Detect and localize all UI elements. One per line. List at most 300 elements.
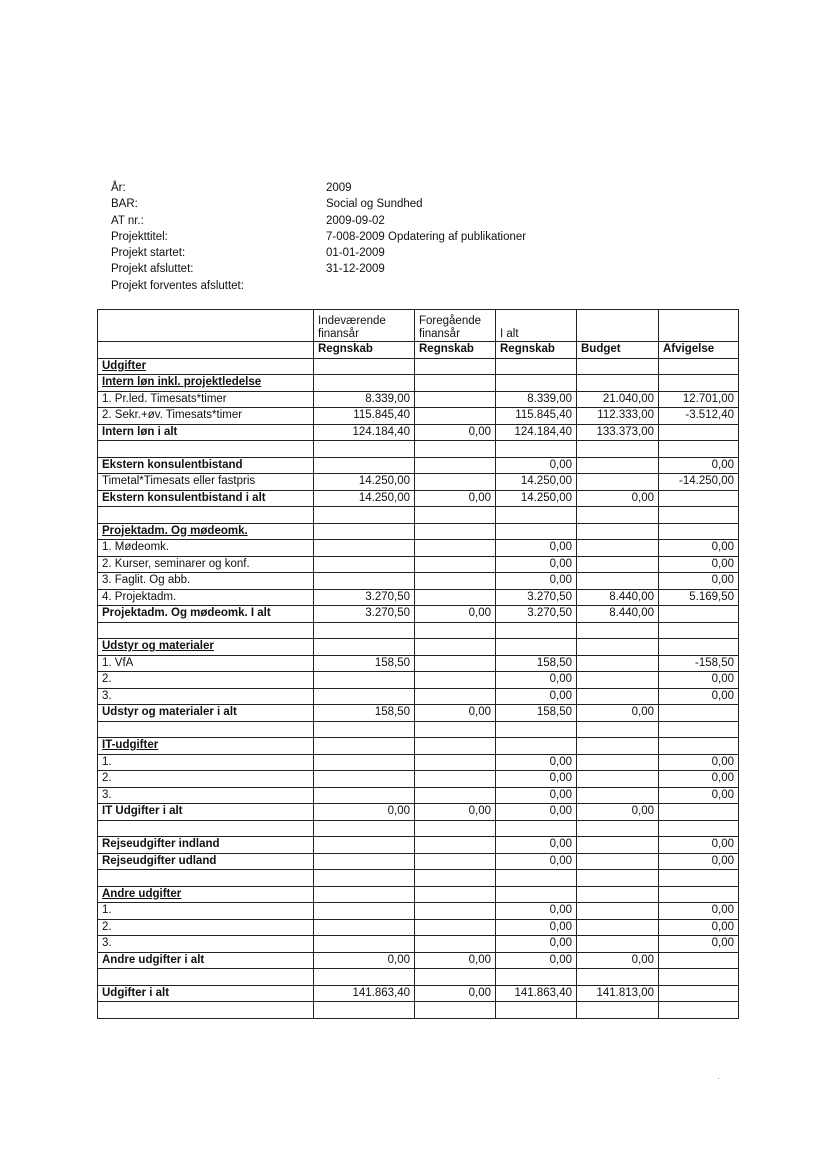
meta-label: AT nr.: bbox=[111, 214, 144, 227]
amount-cell bbox=[659, 721, 739, 738]
column-subheader: Afvigelse bbox=[659, 342, 739, 359]
amount-cell bbox=[659, 969, 739, 986]
row-label bbox=[98, 622, 314, 639]
meta-value: Social og Sundhed bbox=[326, 198, 423, 211]
amount-cell bbox=[314, 375, 415, 392]
amount-cell bbox=[659, 705, 739, 722]
amount-cell bbox=[415, 391, 496, 408]
amount-cell bbox=[415, 589, 496, 606]
table-row bbox=[98, 655, 739, 672]
row-label bbox=[98, 507, 314, 524]
amount-cell bbox=[314, 936, 415, 953]
amount-cell: 0,00 bbox=[415, 804, 496, 821]
row-label: 1. bbox=[98, 754, 314, 771]
row-label: IT-udgifter bbox=[98, 738, 314, 755]
table-row bbox=[98, 771, 739, 788]
amount-cell bbox=[496, 622, 577, 639]
spacer-row bbox=[98, 870, 739, 887]
spacer-row bbox=[98, 820, 739, 837]
table-row bbox=[98, 589, 739, 606]
row-label: Ekstern konsulentbistand i alt bbox=[98, 490, 314, 507]
amount-cell: 0,00 bbox=[659, 556, 739, 573]
row-label: 3. Faglit. Og abb. bbox=[98, 573, 314, 590]
meta-label: Projekt forventes afsluttet: bbox=[111, 279, 244, 292]
amount-cell bbox=[577, 1002, 659, 1019]
amount-cell: 0,00 bbox=[496, 672, 577, 689]
meta-label: BAR: bbox=[111, 198, 138, 211]
amount-cell: 115.845,40 bbox=[314, 408, 415, 425]
amount-cell bbox=[577, 672, 659, 689]
row-label: Andre udgifter bbox=[98, 886, 314, 903]
amount-cell bbox=[314, 358, 415, 375]
amount-cell bbox=[415, 738, 496, 755]
row-label: Udgifter i alt bbox=[98, 985, 314, 1002]
amount-cell: 0,00 bbox=[577, 952, 659, 969]
amount-cell: 141.863,40 bbox=[314, 985, 415, 1002]
amount-cell: 0,00 bbox=[496, 952, 577, 969]
amount-cell: 0,00 bbox=[496, 540, 577, 557]
column-header: Indeværende finansår bbox=[314, 310, 415, 342]
amount-cell bbox=[659, 820, 739, 837]
amount-cell: 158,50 bbox=[496, 705, 577, 722]
amount-cell: 158,50 bbox=[496, 655, 577, 672]
amount-cell bbox=[314, 441, 415, 458]
table-row bbox=[98, 787, 739, 804]
amount-cell bbox=[314, 738, 415, 755]
amount-cell bbox=[415, 441, 496, 458]
amount-cell: 124.184,40 bbox=[314, 424, 415, 441]
amount-cell bbox=[577, 573, 659, 590]
row-label bbox=[98, 1002, 314, 1019]
amount-cell: 0,00 bbox=[659, 903, 739, 920]
amount-cell: 141.863,40 bbox=[496, 985, 577, 1002]
row-label: Udstyr og materialer i alt bbox=[98, 705, 314, 722]
amount-cell: 14.250,00 bbox=[496, 474, 577, 491]
table-row bbox=[98, 853, 739, 870]
amount-cell bbox=[415, 622, 496, 639]
table-row bbox=[98, 408, 739, 425]
amount-cell: 0,00 bbox=[659, 936, 739, 953]
amount-cell: 0,00 bbox=[659, 837, 739, 854]
amount-cell bbox=[577, 853, 659, 870]
table-row bbox=[98, 474, 739, 491]
row-label: 2. bbox=[98, 771, 314, 788]
amount-cell: 3.270,50 bbox=[314, 606, 415, 623]
amount-cell: 141.813,00 bbox=[577, 985, 659, 1002]
row-label: IT Udgifter i alt bbox=[98, 804, 314, 821]
row-label: Udgifter bbox=[98, 358, 314, 375]
table-row bbox=[98, 903, 739, 920]
amount-cell bbox=[496, 969, 577, 986]
column-header bbox=[659, 310, 739, 342]
meta-label: Projekttitel: bbox=[111, 230, 168, 243]
table-row bbox=[98, 936, 739, 953]
amount-cell bbox=[577, 886, 659, 903]
amount-cell: 8.339,00 bbox=[314, 391, 415, 408]
amount-cell bbox=[659, 985, 739, 1002]
amount-cell bbox=[659, 738, 739, 755]
amount-cell bbox=[577, 837, 659, 854]
amount-cell bbox=[415, 771, 496, 788]
amount-cell bbox=[577, 754, 659, 771]
meta-value: 7-008-2009 Opdatering af publikationer bbox=[326, 230, 527, 243]
amount-cell bbox=[496, 886, 577, 903]
spacer-row bbox=[98, 721, 739, 738]
amount-cell bbox=[415, 886, 496, 903]
amount-cell: 0,00 bbox=[496, 556, 577, 573]
amount-cell: 0,00 bbox=[659, 457, 739, 474]
table-row bbox=[98, 804, 739, 821]
table-row bbox=[98, 540, 739, 557]
amount-cell bbox=[314, 540, 415, 557]
amount-cell bbox=[314, 886, 415, 903]
amount-cell: 3.270,50 bbox=[496, 606, 577, 623]
row-label: Rejseudgifter udland bbox=[98, 853, 314, 870]
amount-cell bbox=[415, 540, 496, 557]
scan-speck bbox=[718, 1078, 719, 1079]
table-row bbox=[98, 375, 739, 392]
amount-cell: 0,00 bbox=[496, 804, 577, 821]
amount-cell bbox=[659, 375, 739, 392]
row-label: Udstyr og materialer bbox=[98, 639, 314, 656]
table-row bbox=[98, 837, 739, 854]
amount-cell: 0,00 bbox=[496, 787, 577, 804]
row-label: 2. bbox=[98, 919, 314, 936]
amount-cell bbox=[314, 523, 415, 540]
amount-cell: 0,00 bbox=[415, 952, 496, 969]
spacer-row bbox=[98, 507, 739, 524]
amount-cell: 0,00 bbox=[577, 490, 659, 507]
amount-cell: 0,00 bbox=[659, 771, 739, 788]
amount-cell bbox=[314, 969, 415, 986]
amount-cell bbox=[314, 573, 415, 590]
amount-cell bbox=[496, 721, 577, 738]
column-subheader: Regnskab bbox=[314, 342, 415, 359]
amount-cell bbox=[577, 870, 659, 887]
amount-cell: 21.040,00 bbox=[577, 391, 659, 408]
amount-cell bbox=[314, 507, 415, 524]
amount-cell bbox=[577, 721, 659, 738]
amount-cell bbox=[496, 820, 577, 837]
amount-cell bbox=[496, 639, 577, 656]
amount-cell bbox=[314, 919, 415, 936]
amount-cell bbox=[577, 919, 659, 936]
meta-label: Projekt startet: bbox=[111, 247, 186, 260]
amount-cell: 0,00 bbox=[659, 540, 739, 557]
amount-cell bbox=[659, 952, 739, 969]
amount-cell bbox=[415, 754, 496, 771]
amount-cell: 0,00 bbox=[577, 705, 659, 722]
amount-cell bbox=[415, 688, 496, 705]
amount-cell: 3.270,50 bbox=[314, 589, 415, 606]
amount-cell: 5.169,50 bbox=[659, 589, 739, 606]
amount-cell bbox=[496, 507, 577, 524]
amount-cell bbox=[659, 441, 739, 458]
amount-cell bbox=[314, 721, 415, 738]
column-header bbox=[98, 310, 314, 342]
amount-cell: 0,00 bbox=[496, 771, 577, 788]
amount-cell: 8.440,00 bbox=[577, 589, 659, 606]
row-label: Rejseudgifter indland bbox=[98, 837, 314, 854]
amount-cell bbox=[577, 441, 659, 458]
amount-cell bbox=[577, 622, 659, 639]
column-header: Foregående finansår bbox=[415, 310, 496, 342]
amount-cell: 112.333,00 bbox=[577, 408, 659, 425]
amount-cell bbox=[314, 870, 415, 887]
table-row bbox=[98, 606, 739, 623]
table-row bbox=[98, 639, 739, 656]
amount-cell bbox=[659, 870, 739, 887]
amount-cell: 14.250,00 bbox=[314, 490, 415, 507]
spacer-row bbox=[98, 1002, 739, 1019]
row-label: 1. Mødeomk. bbox=[98, 540, 314, 557]
row-label bbox=[98, 820, 314, 837]
amount-cell bbox=[577, 820, 659, 837]
amount-cell bbox=[314, 787, 415, 804]
amount-cell bbox=[659, 886, 739, 903]
amount-cell bbox=[577, 771, 659, 788]
amount-cell bbox=[415, 853, 496, 870]
amount-cell bbox=[659, 523, 739, 540]
amount-cell bbox=[415, 573, 496, 590]
amount-cell bbox=[314, 771, 415, 788]
amount-cell bbox=[415, 474, 496, 491]
amount-cell: 0,00 bbox=[496, 837, 577, 854]
table-row bbox=[98, 886, 739, 903]
table-row bbox=[98, 672, 739, 689]
table-row bbox=[98, 556, 739, 573]
amount-cell: 0,00 bbox=[659, 688, 739, 705]
amount-cell bbox=[314, 622, 415, 639]
row-label: Projektadm. Og mødeomk. I alt bbox=[98, 606, 314, 623]
row-label: 2. bbox=[98, 672, 314, 689]
table-row bbox=[98, 754, 739, 771]
amount-cell bbox=[415, 1002, 496, 1019]
amount-cell bbox=[577, 787, 659, 804]
amount-cell bbox=[314, 688, 415, 705]
amount-cell: 0,00 bbox=[659, 573, 739, 590]
amount-cell bbox=[314, 837, 415, 854]
header-row-top bbox=[98, 310, 739, 342]
row-label: Intern løn inkl. projektledelse bbox=[98, 375, 314, 392]
meta-value: 31-12-2009 bbox=[326, 263, 385, 276]
amount-cell bbox=[577, 738, 659, 755]
amount-cell bbox=[415, 457, 496, 474]
table-row bbox=[98, 952, 739, 969]
row-label: Andre udgifter i alt bbox=[98, 952, 314, 969]
amount-cell bbox=[415, 787, 496, 804]
amount-cell bbox=[415, 375, 496, 392]
amount-cell bbox=[415, 969, 496, 986]
amount-cell: 158,50 bbox=[314, 655, 415, 672]
amount-cell: 124.184,40 bbox=[496, 424, 577, 441]
column-subheader bbox=[98, 342, 314, 359]
row-label: 1. VfA bbox=[98, 655, 314, 672]
row-label: 1. Pr.led. Timesats*timer bbox=[98, 391, 314, 408]
amount-cell bbox=[577, 936, 659, 953]
amount-cell bbox=[577, 969, 659, 986]
amount-cell: 3.270,50 bbox=[496, 589, 577, 606]
amount-cell bbox=[415, 870, 496, 887]
budget-table bbox=[97, 309, 739, 1019]
amount-cell: 12.701,00 bbox=[659, 391, 739, 408]
amount-cell: 158,50 bbox=[314, 705, 415, 722]
row-label bbox=[98, 441, 314, 458]
amount-cell bbox=[577, 655, 659, 672]
amount-cell bbox=[415, 837, 496, 854]
row-label: 4. Projektadm. bbox=[98, 589, 314, 606]
amount-cell: 0,00 bbox=[415, 606, 496, 623]
column-header bbox=[577, 310, 659, 342]
spacer-row bbox=[98, 441, 739, 458]
row-label: Ekstern konsulentbistand bbox=[98, 457, 314, 474]
amount-cell: 0,00 bbox=[659, 787, 739, 804]
amount-cell bbox=[659, 507, 739, 524]
table-row bbox=[98, 424, 739, 441]
table-row bbox=[98, 457, 739, 474]
amount-cell: 0,00 bbox=[496, 754, 577, 771]
table-row bbox=[98, 391, 739, 408]
amount-cell bbox=[415, 936, 496, 953]
table-row bbox=[98, 358, 739, 375]
amount-cell: 0,00 bbox=[577, 804, 659, 821]
amount-cell bbox=[659, 358, 739, 375]
table-row bbox=[98, 523, 739, 540]
amount-cell bbox=[415, 507, 496, 524]
meta-value: 2009-09-02 bbox=[326, 214, 385, 227]
amount-cell bbox=[496, 870, 577, 887]
amount-cell: 8.339,00 bbox=[496, 391, 577, 408]
amount-cell bbox=[314, 639, 415, 656]
meta-label: Projekt afsluttet: bbox=[111, 263, 194, 276]
amount-cell: 8.440,00 bbox=[577, 606, 659, 623]
amount-cell bbox=[496, 441, 577, 458]
amount-cell: 14.250,00 bbox=[314, 474, 415, 491]
row-label bbox=[98, 870, 314, 887]
amount-cell bbox=[415, 672, 496, 689]
meta-label: År: bbox=[111, 182, 126, 194]
amount-cell: 0,00 bbox=[415, 985, 496, 1002]
amount-cell bbox=[415, 919, 496, 936]
amount-cell bbox=[415, 721, 496, 738]
meta-value: 01-01-2009 bbox=[326, 247, 385, 260]
amount-cell: 0,00 bbox=[496, 919, 577, 936]
amount-cell: 115.845,40 bbox=[496, 408, 577, 425]
amount-cell bbox=[659, 1002, 739, 1019]
table-row bbox=[98, 738, 739, 755]
row-label: 3. bbox=[98, 688, 314, 705]
amount-cell bbox=[314, 754, 415, 771]
amount-cell bbox=[577, 358, 659, 375]
amount-cell: 0,00 bbox=[496, 936, 577, 953]
amount-cell bbox=[415, 358, 496, 375]
row-label bbox=[98, 969, 314, 986]
amount-cell: 14.250,00 bbox=[496, 490, 577, 507]
amount-cell bbox=[415, 408, 496, 425]
amount-cell bbox=[659, 606, 739, 623]
row-label: 3. bbox=[98, 787, 314, 804]
table-row bbox=[98, 688, 739, 705]
table-row bbox=[98, 490, 739, 507]
amount-cell: -3.512,40 bbox=[659, 408, 739, 425]
amount-cell bbox=[577, 457, 659, 474]
table-row bbox=[98, 573, 739, 590]
amount-cell: 0,00 bbox=[496, 903, 577, 920]
row-label: Projektadm. Og mødeomk. bbox=[98, 523, 314, 540]
amount-cell: 0,00 bbox=[659, 919, 739, 936]
row-label: Timetal*Timesats eller fastpris bbox=[98, 474, 314, 491]
amount-cell bbox=[659, 639, 739, 656]
header-row-bottom bbox=[98, 342, 739, 359]
amount-cell bbox=[659, 490, 739, 507]
amount-cell: 0,00 bbox=[415, 490, 496, 507]
amount-cell bbox=[415, 903, 496, 920]
amount-cell bbox=[415, 523, 496, 540]
amount-cell: -14.250,00 bbox=[659, 474, 739, 491]
amount-cell: 0,00 bbox=[314, 804, 415, 821]
amount-cell bbox=[577, 903, 659, 920]
amount-cell bbox=[496, 523, 577, 540]
amount-cell bbox=[496, 1002, 577, 1019]
amount-cell: -158,50 bbox=[659, 655, 739, 672]
row-label: 1. bbox=[98, 903, 314, 920]
amount-cell bbox=[314, 556, 415, 573]
meta-value: 2009 bbox=[326, 182, 352, 194]
amount-cell bbox=[496, 738, 577, 755]
amount-cell bbox=[496, 375, 577, 392]
amount-cell bbox=[415, 820, 496, 837]
amount-cell: 0,00 bbox=[415, 424, 496, 441]
spacer-row bbox=[98, 622, 739, 639]
amount-cell bbox=[415, 639, 496, 656]
amount-cell bbox=[314, 820, 415, 837]
amount-cell bbox=[314, 853, 415, 870]
amount-cell bbox=[577, 639, 659, 656]
amount-cell: 0,00 bbox=[496, 573, 577, 590]
amount-cell: 0,00 bbox=[496, 688, 577, 705]
amount-cell bbox=[314, 1002, 415, 1019]
table-row bbox=[98, 919, 739, 936]
column-subheader: Regnskab bbox=[496, 342, 577, 359]
amount-cell: 0,00 bbox=[314, 952, 415, 969]
amount-cell bbox=[659, 424, 739, 441]
row-label: Intern løn i alt bbox=[98, 424, 314, 441]
spacer-row bbox=[98, 969, 739, 986]
row-label: 2. Sekr.+øv. Timesats*timer bbox=[98, 408, 314, 425]
amount-cell: 0,00 bbox=[659, 754, 739, 771]
column-subheader: Regnskab bbox=[415, 342, 496, 359]
row-label: 2. Kurser, seminarer og konf. bbox=[98, 556, 314, 573]
amount-cell bbox=[415, 556, 496, 573]
table-row bbox=[98, 705, 739, 722]
amount-cell bbox=[659, 804, 739, 821]
amount-cell: 0,00 bbox=[415, 705, 496, 722]
amount-cell bbox=[577, 507, 659, 524]
amount-cell bbox=[577, 556, 659, 573]
amount-cell: 0,00 bbox=[496, 457, 577, 474]
amount-cell bbox=[577, 540, 659, 557]
column-header: I alt bbox=[496, 310, 577, 342]
row-label bbox=[98, 721, 314, 738]
amount-cell bbox=[496, 358, 577, 375]
amount-cell: 0,00 bbox=[496, 853, 577, 870]
amount-cell bbox=[314, 903, 415, 920]
amount-cell bbox=[577, 523, 659, 540]
amount-cell bbox=[577, 688, 659, 705]
amount-cell: 0,00 bbox=[659, 853, 739, 870]
column-subheader: Budget bbox=[577, 342, 659, 359]
amount-cell bbox=[577, 375, 659, 392]
